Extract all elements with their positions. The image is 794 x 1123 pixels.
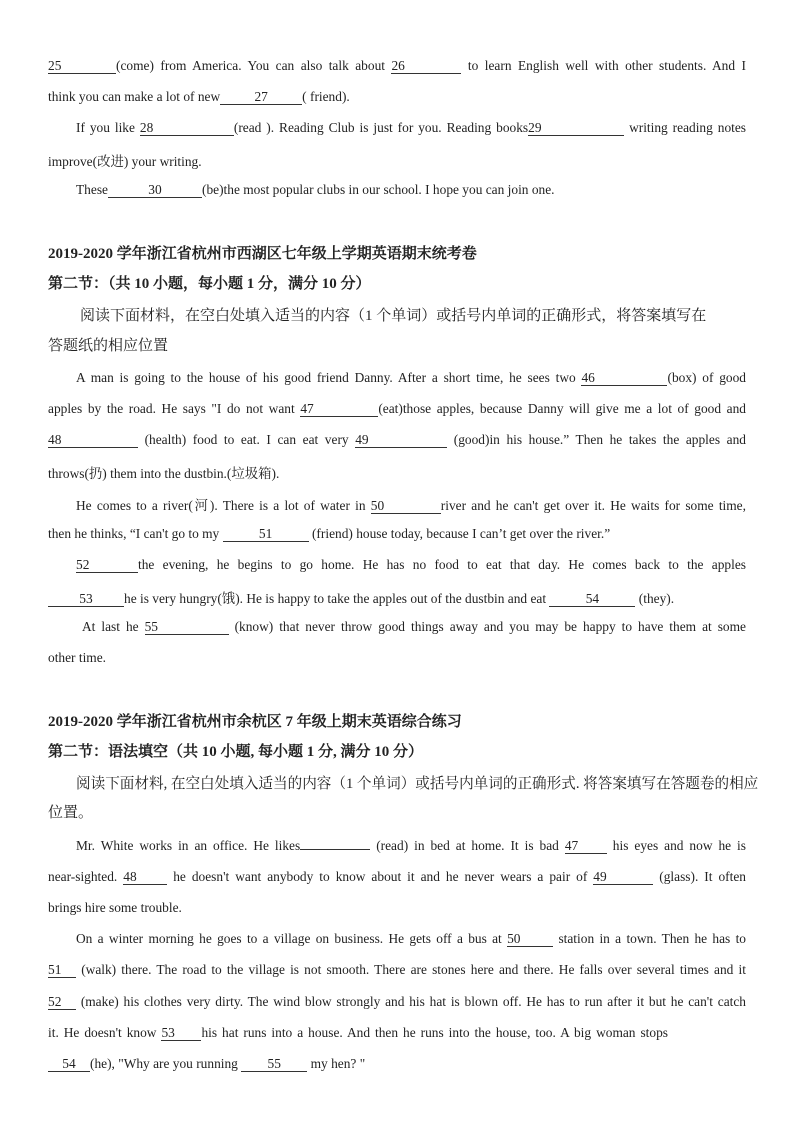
text-span: river and he can't get over it. He waits for some time,	[440, 498, 746, 513]
text-line	[48, 58, 746, 74]
text-span: to learn English well with other students. And I	[467, 58, 746, 73]
text-span: (come) from America. You can also talk about	[116, 58, 385, 73]
text-span: think you can make a lot of new	[48, 89, 221, 104]
text-line	[48, 962, 746, 978]
text-line	[76, 495, 746, 514]
answer-blank[interactable]: 55	[145, 620, 229, 635]
text-line	[48, 1025, 668, 1041]
instruction-text: 位置。	[48, 805, 94, 821]
text-span: (he), "Why are you running	[90, 1056, 238, 1071]
text-line	[48, 463, 279, 482]
text-span: near-sighted.	[48, 869, 118, 884]
answer-blank[interactable]: 51	[48, 963, 76, 978]
text-span: (eat)those apples, because Danny will give me a lot of good and	[378, 401, 747, 416]
answer-blank[interactable]: 49	[355, 433, 447, 448]
text-line	[48, 588, 674, 607]
answer-blank[interactable]: 28	[140, 121, 234, 136]
text-span: brings hire some trouble.	[48, 900, 182, 915]
answer-blank[interactable]: 53	[48, 592, 124, 607]
answer-blank[interactable]: 52	[48, 995, 76, 1010]
text-span: other time.	[48, 650, 107, 665]
text-span: (know) that never throw good things away and you may be happy to have them at some	[234, 619, 746, 634]
text-span: station in a town. Then he has to	[558, 931, 747, 946]
answer-blank[interactable]: 25	[48, 59, 116, 74]
answer-blank[interactable]: 50	[371, 499, 441, 514]
text-line	[48, 89, 350, 105]
instruction-text: 阅读下面材料, 在空白处填入适当的内容（1 个单词）或括号内单词的正确形式. 将答案填写在答题卷的相应	[76, 776, 759, 792]
section-subtitle: 第二节：语法填空（共 10 小题, 每小题 1 分, 满分 10 分）	[48, 744, 424, 760]
answer-blank[interactable]: 29	[528, 121, 624, 136]
answer-blank[interactable]: 50	[507, 932, 553, 947]
text-span: apples by the road. He says "I do not want	[48, 401, 295, 416]
answer-blank[interactable]: 30	[108, 183, 202, 198]
text-line	[48, 650, 106, 666]
text-span: he doesn't want anybody to know about it and he never wears a pair of	[173, 869, 588, 884]
answer-blank[interactable]: 53	[161, 1026, 201, 1041]
text-span: At last he	[82, 619, 139, 634]
text-line	[76, 931, 746, 947]
text-span: throws(扔) them into the dustbin.(垃圾箱).	[48, 466, 280, 481]
answer-blank[interactable]: 49	[593, 870, 653, 885]
text-span: If you like	[76, 120, 135, 135]
text-line	[48, 900, 182, 916]
text-line	[82, 619, 746, 635]
text-span: On a winter morning he goes to a village on business. He gets off a bus at	[76, 931, 502, 946]
text-span: the evening, he begins to go home. He has no food to eat that day. He comes back to the apples	[138, 557, 746, 572]
text-line	[48, 1056, 365, 1072]
text-span: (box) of good	[667, 370, 746, 385]
text-line	[76, 182, 555, 198]
text-span: (health) food to eat. I can eat very	[144, 432, 349, 447]
text-span: (glass). It often	[659, 869, 746, 884]
answer-blank[interactable]: 51	[223, 527, 309, 542]
text-span: (friend) house today, because I can’t get over the river.”	[311, 526, 611, 541]
answer-blank[interactable]: 52	[76, 558, 138, 573]
text-span: (read) in bed at home. It is bad	[376, 838, 559, 853]
text-line	[48, 994, 746, 1010]
answer-blank[interactable]: 48	[123, 870, 167, 885]
text-span: then he thinks, “I can't go to my	[48, 526, 220, 541]
text-span: He comes to a river(河). There is a lot of water in	[76, 498, 366, 513]
text-span: (be)the most popular clubs in our school. I hope you can join one.	[201, 182, 555, 197]
text-span: his eyes and now he is	[612, 838, 746, 853]
text-line	[48, 401, 746, 417]
text-span: my hen? "	[310, 1056, 366, 1071]
text-span: it. He doesn't know	[48, 1025, 157, 1040]
answer-blank[interactable]	[300, 849, 370, 850]
text-line	[48, 869, 746, 885]
answer-blank[interactable]: 47	[300, 402, 378, 417]
text-line	[76, 557, 746, 573]
text-line	[76, 370, 746, 386]
text-span: his hat runs into a house. And then he runs into the house, too. A big woman stops	[201, 1025, 669, 1040]
answer-blank[interactable]: 55	[241, 1057, 307, 1072]
section-title: 2019-2020 学年浙江省杭州市西湖区七年级上学期英语期末统考卷	[48, 246, 477, 262]
text-line	[48, 432, 746, 448]
text-span: Mr. White works in an office. He likes	[76, 838, 301, 853]
text-span: These	[76, 182, 108, 197]
text-span: ( friend).	[302, 89, 350, 104]
text-span: (read ). Reading Club is just for you. Reading books	[233, 120, 529, 135]
answer-blank[interactable]: 26	[391, 59, 461, 74]
text-span: he is very hungry(饿). He is happy to take the apples out of the dustbin and eat	[124, 591, 547, 606]
section-subtitle: 第二节：（共 10 小题，每小题 1 分，满分 10 分）	[48, 276, 371, 292]
text-span: improve(改进) your writing.	[48, 154, 202, 169]
answer-blank[interactable]: 47	[565, 839, 607, 854]
text-line	[76, 120, 746, 136]
instruction-text: 阅读下面材料，在空白处填入适当的内容（1 个单词）或括号内单词的正确形式，将答案填写在	[80, 308, 707, 324]
answer-blank[interactable]: 46	[581, 371, 667, 386]
instruction-text: 答题纸的相应位置	[48, 338, 169, 354]
answer-blank[interactable]: 48	[48, 433, 138, 448]
text-span: A man is going to the house of his good friend Danny. After a short time, he sees two	[76, 370, 576, 385]
text-span: writing reading notes	[629, 120, 747, 135]
text-line	[48, 151, 202, 170]
section-title: 2019-2020 学年浙江省杭州市余杭区 7 年级上期末英语综合练习	[48, 714, 462, 730]
text-line	[76, 838, 746, 854]
answer-blank[interactable]: 54	[549, 592, 635, 607]
answer-blank[interactable]: 54	[48, 1057, 90, 1072]
text-span: (good)in his house.” Then he takes the apples and	[453, 432, 746, 447]
answer-blank[interactable]: 27	[220, 90, 302, 105]
text-span: (make) his clothes very dirty. The wind blow strongly and his hat is blown off. He has to run after it but he can't catch	[80, 994, 746, 1009]
text-span: (they).	[638, 591, 675, 606]
text-span: (walk) there. The road to the village is not smooth. There are stones here and there. He falls over several times and it	[81, 962, 746, 977]
text-line	[48, 526, 610, 542]
